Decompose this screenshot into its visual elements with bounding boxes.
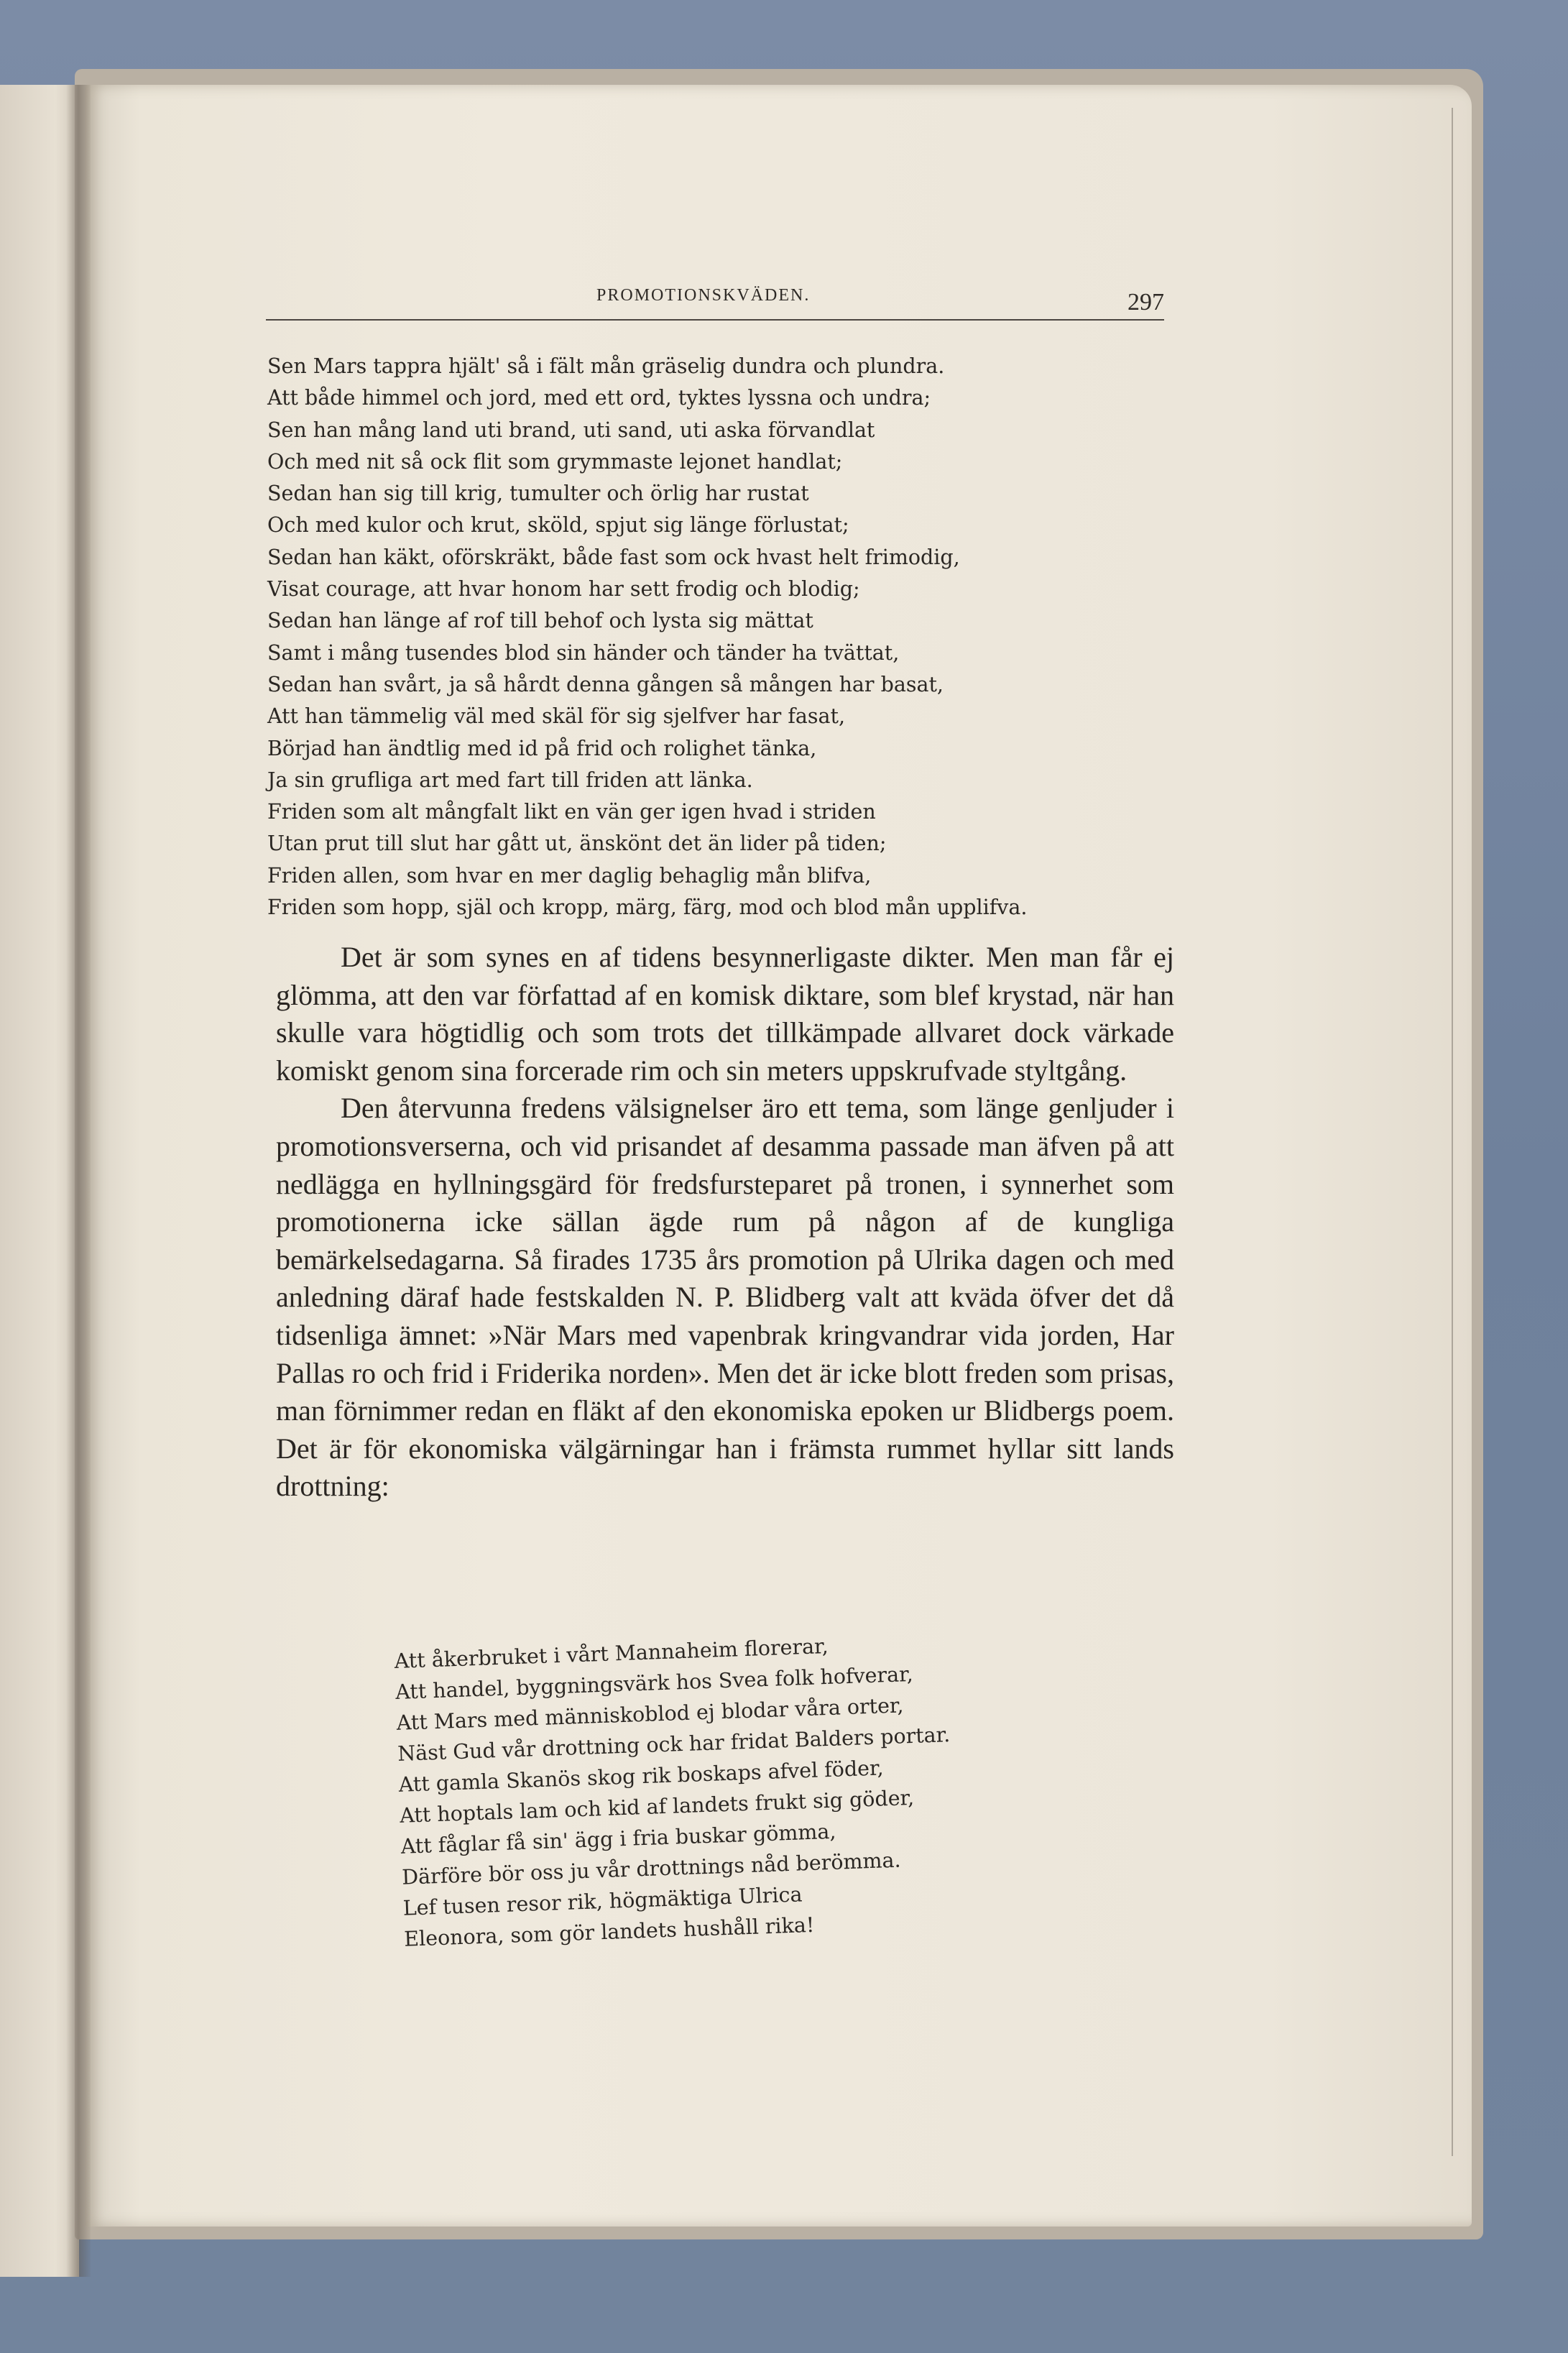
poem-line: Börjad han ändtlig med id på frid och rolighet tänka, xyxy=(267,736,817,760)
poem-line: Lef tusen resor rik, högmäktiga Ulrica xyxy=(402,1882,803,1920)
poem-line: Att åkerbruket i vårt Mannaheim florerar, xyxy=(394,1634,829,1673)
poem-line: Och med kulor och krut, sköld, spjut sig länge förlustat; xyxy=(267,513,849,538)
poem-line: Att hoptals lam och kid af landets frukt sig göder, xyxy=(399,1785,915,1828)
prose-paragraph: Den återvunna fredens välsignelser äro ett tema, som länge genljuder i promotionsverserna, och vid prisandet af desamma passade man äfven på att nedlägga en hyllningsgärd för fredsfursteparet på tronen, i synnerhet som promotionerna icke sällan ägde rum på någon af de kungliga bemärkelsedagarna. Så firades 1735 års promotion på Ulrika dagen och med anledning däraf hade festskalden N. P. Blidberg valt att kväda öfver det då tidsenliga ämnet: »När Mars med vapenbrak kringvandrar vida jorden, Har Pallas ro och frid i Friderika norden». Men det är icke blott freden som prisas, man förnimmer redan en fläkt af den ekonomiska epoken ur Blidbergs poem. Det är för ekonomiska välgärningar han i främsta rummet hyllar sitt lands drottning: xyxy=(276,1092,1174,1503)
poem-line: Samt i mång tusendes blod sin händer och tänder ha tvättat, xyxy=(267,640,900,665)
poem-line: Friden som alt mångfalt likt en vän ger igen hvad i striden xyxy=(267,800,876,824)
running-title: PROMOTIONSKVÄDEN. xyxy=(596,286,811,305)
poem-line: Därföre bör oss ju vår drottnings nåd berömma. xyxy=(401,1848,902,1889)
poem-line: Att fåglar få sin' ägg i fria buskar gömma, xyxy=(400,1819,836,1859)
poem-line: Sedan han sig till krig, tumulter och örlig har rustat xyxy=(267,482,809,506)
poem-line: Att både himmel och jord, med ett ord, tyktes lyssna och undra; xyxy=(267,386,931,410)
poem-line: Sedan han svårt, ja så hårdt denna gången så mången har basat, xyxy=(267,672,944,696)
prose-paragraph: Det är som synes en af tidens besynnerligaste dikter. Men man får ej glömma, att den var författad af en komisk diktare, som blef krystad, när han skulle vara högtidlig och som trots det tillkämpade allvaret dock värkade komiskt genom sina forcerade rim och sin meters uppskrufvade styltgång. xyxy=(276,941,1174,1087)
poem-line: Sen han mång land uti brand, uti sand, uti aska förvandlat xyxy=(267,418,875,442)
poem-top xyxy=(267,351,1187,924)
poem-line: Och med nit så ock flit som grymmaste lejonet handlat; xyxy=(267,449,843,474)
poem-bottom xyxy=(394,1621,1122,1955)
poem-line: Näst Gud vår drottning ock har fridat Balders portar. xyxy=(397,1723,951,1766)
poem-line: Visat courage, att hvar honom har sett frodig och blodig; xyxy=(267,577,860,602)
page-edge-line xyxy=(1452,108,1467,2156)
poem-line: Att gamla Skanös skog rik boskaps afvel föder, xyxy=(398,1756,885,1797)
prose-body xyxy=(276,939,1174,1506)
poem-line: Sen Mars tappra hjält' så i fält mån gräselig dundra och plundra. xyxy=(267,354,945,378)
poem-line: Friden allen, som hvar en mer daglig behaglig mån blifva, xyxy=(267,863,872,888)
running-head xyxy=(266,286,1164,321)
poem-line: Eleonora, som gör landets hushåll rika! xyxy=(403,1912,815,1951)
poem-line: Att Mars med människoblod ej blodar våra orter, xyxy=(396,1693,904,1735)
poem-line: Friden som hopp, själ och kropp, märg, färg, mod och blod mån upplifva. xyxy=(267,895,1028,920)
poem-line: Att han tämmelig väl med skäl för sig sjelfver har fasat, xyxy=(267,704,845,729)
poem-line: Sedan han käkt, oförskräkt, både fast som ock hvast helt frimodig, xyxy=(267,545,960,569)
gutter-shadow xyxy=(66,85,91,2277)
poem-line: Utan prut till slut har gått ut, änskönt det än lider på tiden; xyxy=(267,832,887,856)
page-number: 297 xyxy=(1127,289,1164,316)
poem-line: Sedan han länge af rof till behof och lysta sig mättat xyxy=(267,609,813,633)
poem-line: Att handel, byggningsvärk hos Svea folk hofverar, xyxy=(395,1662,914,1704)
poem-line: Ja sin grufliga art med fart till friden att länka. xyxy=(267,768,753,792)
